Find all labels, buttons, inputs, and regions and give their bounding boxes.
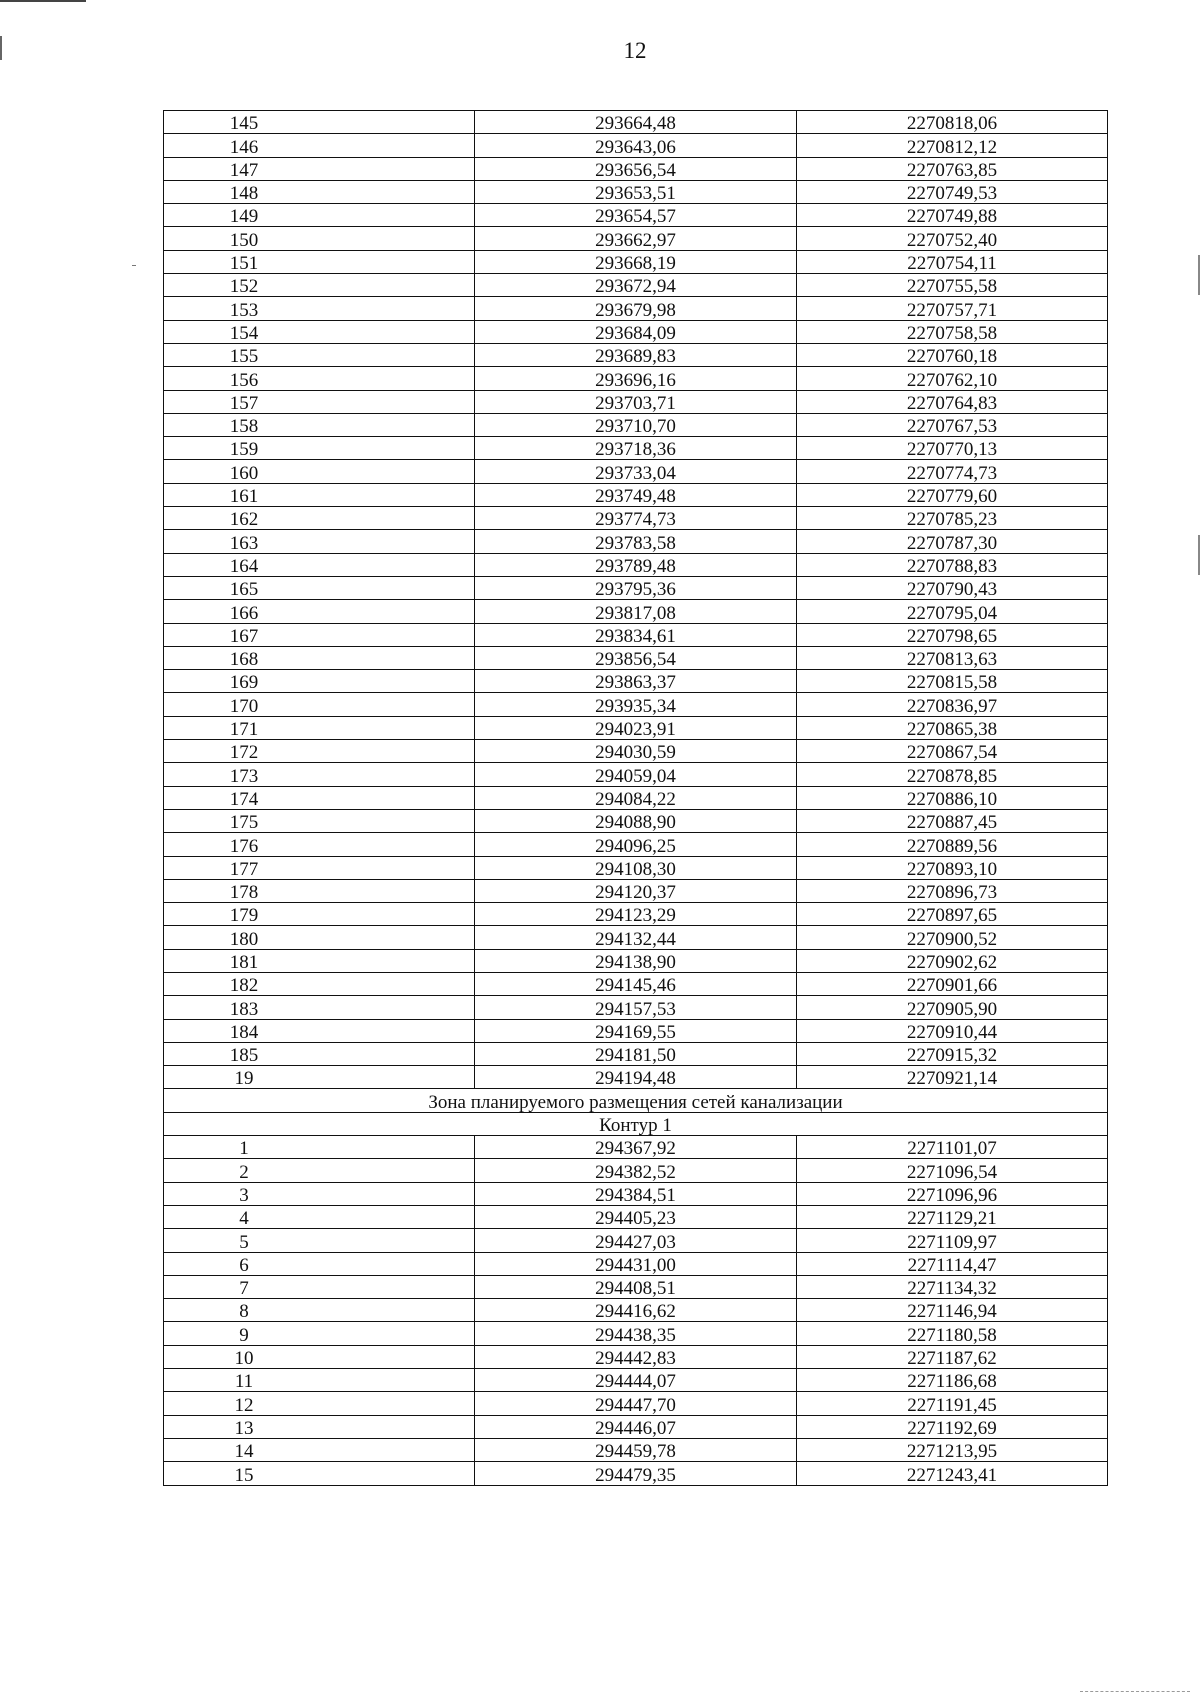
point-number: 1 (164, 1136, 475, 1159)
scan-artifact-top (0, 0, 86, 2)
point-number: 173 (164, 763, 475, 786)
x-coordinate: 294145,46 (475, 972, 797, 995)
table-row (164, 437, 1108, 460)
x-coordinate: 294408,51 (475, 1275, 797, 1298)
y-coordinate: 2270798,65 (797, 623, 1108, 646)
x-coordinate: 293817,08 (475, 600, 797, 623)
table-row (164, 809, 1108, 832)
x-coordinate: 294194,48 (475, 1066, 797, 1089)
y-coordinate: 2271213,95 (797, 1438, 1108, 1461)
y-coordinate: 2271101,07 (797, 1136, 1108, 1159)
x-coordinate: 293643,06 (475, 134, 797, 157)
x-coordinate: 294138,90 (475, 949, 797, 972)
point-number: 12 (164, 1392, 475, 1415)
table-row (164, 413, 1108, 436)
point-number: 7 (164, 1275, 475, 1298)
y-coordinate: 2270812,12 (797, 134, 1108, 157)
y-coordinate: 2271096,54 (797, 1159, 1108, 1182)
x-coordinate: 293662,97 (475, 227, 797, 250)
point-number: 161 (164, 483, 475, 506)
table-row (164, 507, 1108, 530)
table-row (164, 1369, 1108, 1392)
table-row (164, 972, 1108, 995)
point-number: 5 (164, 1229, 475, 1252)
table-row (164, 204, 1108, 227)
table-row (164, 111, 1108, 134)
x-coordinate: 293654,57 (475, 204, 797, 227)
zone-title: Зона планируемого размещения сетей канализации (164, 1089, 1108, 1112)
x-coordinate: 294384,51 (475, 1182, 797, 1205)
y-coordinate: 2270910,44 (797, 1019, 1108, 1042)
table-row (164, 1299, 1108, 1322)
x-coordinate: 293684,09 (475, 320, 797, 343)
table-row (164, 1322, 1108, 1345)
x-coordinate: 294108,30 (475, 856, 797, 879)
table-row (164, 1275, 1108, 1298)
y-coordinate: 2271096,96 (797, 1182, 1108, 1205)
table-row (164, 600, 1108, 623)
x-coordinate: 294438,35 (475, 1322, 797, 1345)
table-row (164, 740, 1108, 763)
point-number: 165 (164, 576, 475, 599)
table-row (164, 1415, 1108, 1438)
point-number: 148 (164, 180, 475, 203)
y-coordinate: 2270763,85 (797, 157, 1108, 180)
table-row (164, 553, 1108, 576)
point-number: 185 (164, 1042, 475, 1065)
y-coordinate: 2270795,04 (797, 600, 1108, 623)
point-number: 2 (164, 1159, 475, 1182)
point-number: 147 (164, 157, 475, 180)
table-row (164, 1229, 1108, 1252)
point-number: 171 (164, 716, 475, 739)
point-number: 9 (164, 1322, 475, 1345)
y-coordinate: 2270749,88 (797, 204, 1108, 227)
x-coordinate: 293703,71 (475, 390, 797, 413)
table-row (164, 786, 1108, 809)
y-coordinate: 2270915,32 (797, 1042, 1108, 1065)
table-row (164, 1019, 1108, 1042)
y-coordinate: 2270921,14 (797, 1066, 1108, 1089)
table-row (164, 367, 1108, 390)
x-coordinate: 293672,94 (475, 274, 797, 297)
y-coordinate: 2270887,45 (797, 809, 1108, 832)
y-coordinate: 2270878,85 (797, 763, 1108, 786)
table-row (164, 1205, 1108, 1228)
x-coordinate: 294444,07 (475, 1369, 797, 1392)
contour-title: Контур 1 (164, 1112, 1108, 1135)
zone-header-section (164, 1089, 1108, 1136)
y-coordinate: 2270896,73 (797, 879, 1108, 902)
point-number: 172 (164, 740, 475, 763)
y-coordinate: 2271146,94 (797, 1299, 1108, 1322)
y-coordinate: 2270902,62 (797, 949, 1108, 972)
x-coordinate: 293795,36 (475, 576, 797, 599)
x-coordinate: 294405,23 (475, 1205, 797, 1228)
table-row (164, 716, 1108, 739)
point-number: 179 (164, 903, 475, 926)
scan-artifact-dot (132, 265, 136, 266)
table-row (164, 320, 1108, 343)
point-number: 15 (164, 1462, 475, 1485)
point-number: 11 (164, 1369, 475, 1392)
x-coordinate: 293749,48 (475, 483, 797, 506)
y-coordinate: 2271109,97 (797, 1229, 1108, 1252)
x-coordinate: 294459,78 (475, 1438, 797, 1461)
table-row (164, 483, 1108, 506)
y-coordinate: 2270754,11 (797, 250, 1108, 273)
y-coordinate: 2270867,54 (797, 740, 1108, 763)
y-coordinate: 2270770,13 (797, 437, 1108, 460)
y-coordinate: 2270889,56 (797, 833, 1108, 856)
y-coordinate: 2270790,43 (797, 576, 1108, 599)
y-coordinate: 2270788,83 (797, 553, 1108, 576)
table-row (164, 390, 1108, 413)
x-coordinate: 294169,55 (475, 1019, 797, 1042)
x-coordinate: 293689,83 (475, 343, 797, 366)
point-number: 153 (164, 297, 475, 320)
y-coordinate: 2270865,38 (797, 716, 1108, 739)
coordinates-table (163, 110, 1108, 1486)
point-number: 166 (164, 600, 475, 623)
x-coordinate: 293733,04 (475, 460, 797, 483)
table-row (164, 903, 1108, 926)
x-coordinate: 293789,48 (475, 553, 797, 576)
x-coordinate: 294447,70 (475, 1392, 797, 1415)
point-number: 177 (164, 856, 475, 879)
table-row (164, 949, 1108, 972)
y-coordinate: 2270774,73 (797, 460, 1108, 483)
point-number: 149 (164, 204, 475, 227)
y-coordinate: 2270818,06 (797, 111, 1108, 134)
point-number: 164 (164, 553, 475, 576)
table-row (164, 1136, 1108, 1159)
table-row (164, 1159, 1108, 1182)
table-row (164, 530, 1108, 553)
y-coordinate: 2270779,60 (797, 483, 1108, 506)
y-coordinate: 2270886,10 (797, 786, 1108, 809)
point-number: 155 (164, 343, 475, 366)
y-coordinate: 2270787,30 (797, 530, 1108, 553)
point-number: 178 (164, 879, 475, 902)
point-number: 14 (164, 1438, 475, 1461)
x-coordinate: 294120,37 (475, 879, 797, 902)
point-number: 184 (164, 1019, 475, 1042)
point-number: 174 (164, 786, 475, 809)
scan-artifact-bottom (1080, 1691, 1190, 1693)
y-coordinate: 2271134,32 (797, 1275, 1108, 1298)
y-coordinate: 2271180,58 (797, 1322, 1108, 1345)
x-coordinate: 293653,51 (475, 180, 797, 203)
table-row (164, 227, 1108, 250)
table-row (164, 623, 1108, 646)
y-coordinate: 2270815,58 (797, 670, 1108, 693)
y-coordinate: 2271186,68 (797, 1369, 1108, 1392)
y-coordinate: 2271114,47 (797, 1252, 1108, 1275)
x-coordinate: 294023,91 (475, 716, 797, 739)
point-number: 169 (164, 670, 475, 693)
y-coordinate: 2270897,65 (797, 903, 1108, 926)
x-coordinate: 293696,16 (475, 367, 797, 390)
point-number: 170 (164, 693, 475, 716)
point-number: 156 (164, 367, 475, 390)
zone-title-row (164, 1089, 1108, 1112)
point-number: 158 (164, 413, 475, 436)
y-coordinate: 2270893,10 (797, 856, 1108, 879)
y-coordinate: 2270836,97 (797, 693, 1108, 716)
point-number: 167 (164, 623, 475, 646)
table-row (164, 157, 1108, 180)
y-coordinate: 2270762,10 (797, 367, 1108, 390)
x-coordinate: 294181,50 (475, 1042, 797, 1065)
point-number: 154 (164, 320, 475, 343)
x-coordinate: 293710,70 (475, 413, 797, 436)
point-number: 13 (164, 1415, 475, 1438)
x-coordinate: 294382,52 (475, 1159, 797, 1182)
table-row (164, 996, 1108, 1019)
x-coordinate: 294084,22 (475, 786, 797, 809)
table-row (164, 1182, 1108, 1205)
point-number: 176 (164, 833, 475, 856)
y-coordinate: 2270767,53 (797, 413, 1108, 436)
x-coordinate: 293656,54 (475, 157, 797, 180)
x-coordinate: 293783,58 (475, 530, 797, 553)
x-coordinate: 293935,34 (475, 693, 797, 716)
x-coordinate: 294442,83 (475, 1345, 797, 1368)
y-coordinate: 2270764,83 (797, 390, 1108, 413)
y-coordinate: 2270785,23 (797, 507, 1108, 530)
table-row (164, 134, 1108, 157)
point-number: 181 (164, 949, 475, 972)
table-row (164, 180, 1108, 203)
point-number: 175 (164, 809, 475, 832)
x-coordinate: 294479,35 (475, 1462, 797, 1485)
x-coordinate: 293774,73 (475, 507, 797, 530)
y-coordinate: 2270900,52 (797, 926, 1108, 949)
table-row (164, 1438, 1108, 1461)
table-row (164, 926, 1108, 949)
point-number: 168 (164, 646, 475, 669)
point-number: 183 (164, 996, 475, 1019)
y-coordinate: 2270905,90 (797, 996, 1108, 1019)
table-row (164, 297, 1108, 320)
table-row (164, 856, 1108, 879)
x-coordinate: 294096,25 (475, 833, 797, 856)
y-coordinate: 2271129,21 (797, 1205, 1108, 1228)
x-coordinate: 294059,04 (475, 763, 797, 786)
table-row (164, 670, 1108, 693)
table-row (164, 879, 1108, 902)
table-row (164, 1462, 1108, 1485)
x-coordinate: 293856,54 (475, 646, 797, 669)
table-row (164, 1345, 1108, 1368)
y-coordinate: 2270749,53 (797, 180, 1108, 203)
table-row (164, 1252, 1108, 1275)
table-row (164, 460, 1108, 483)
y-coordinate: 2270758,58 (797, 320, 1108, 343)
point-number: 160 (164, 460, 475, 483)
point-number: 151 (164, 250, 475, 273)
point-number: 150 (164, 227, 475, 250)
point-number: 162 (164, 507, 475, 530)
x-coordinate: 294088,90 (475, 809, 797, 832)
contour-title-row (164, 1112, 1108, 1135)
point-number: 8 (164, 1299, 475, 1322)
point-number: 19 (164, 1066, 475, 1089)
point-number: 152 (164, 274, 475, 297)
y-coordinate: 2271192,69 (797, 1415, 1108, 1438)
table-row (164, 343, 1108, 366)
table-row (164, 833, 1108, 856)
table-row (164, 250, 1108, 273)
table-row (164, 1066, 1108, 1089)
x-coordinate: 294123,29 (475, 903, 797, 926)
point-number: 182 (164, 972, 475, 995)
y-coordinate: 2271243,41 (797, 1462, 1108, 1485)
table-row (164, 646, 1108, 669)
x-coordinate: 294367,92 (475, 1136, 797, 1159)
x-coordinate: 293668,19 (475, 250, 797, 273)
x-coordinate: 294446,07 (475, 1415, 797, 1438)
point-number: 159 (164, 437, 475, 460)
y-coordinate: 2271191,45 (797, 1392, 1108, 1415)
table-row (164, 1042, 1108, 1065)
x-coordinate: 294030,59 (475, 740, 797, 763)
point-number: 145 (164, 111, 475, 134)
point-number: 180 (164, 926, 475, 949)
y-coordinate: 2270757,71 (797, 297, 1108, 320)
point-number: 4 (164, 1205, 475, 1228)
x-coordinate: 294416,62 (475, 1299, 797, 1322)
table-row (164, 693, 1108, 716)
x-coordinate: 294157,53 (475, 996, 797, 1019)
point-number: 10 (164, 1345, 475, 1368)
y-coordinate: 2270755,58 (797, 274, 1108, 297)
y-coordinate: 2270901,66 (797, 972, 1108, 995)
section1-body (164, 111, 1108, 1089)
x-coordinate: 294132,44 (475, 926, 797, 949)
y-coordinate: 2271187,62 (797, 1345, 1108, 1368)
table-row (164, 576, 1108, 599)
table-row (164, 1392, 1108, 1415)
x-coordinate: 294431,00 (475, 1252, 797, 1275)
x-coordinate: 293718,36 (475, 437, 797, 460)
y-coordinate: 2270752,40 (797, 227, 1108, 250)
point-number: 163 (164, 530, 475, 553)
x-coordinate: 293834,61 (475, 623, 797, 646)
point-number: 6 (164, 1252, 475, 1275)
x-coordinate: 293664,48 (475, 111, 797, 134)
page-number: 12 (623, 38, 647, 63)
x-coordinate: 293863,37 (475, 670, 797, 693)
point-number: 157 (164, 390, 475, 413)
point-number: 146 (164, 134, 475, 157)
x-coordinate: 293679,98 (475, 297, 797, 320)
section2-body (164, 1136, 1108, 1485)
x-coordinate: 294427,03 (475, 1229, 797, 1252)
y-coordinate: 2270813,63 (797, 646, 1108, 669)
table-row (164, 274, 1108, 297)
table-row (164, 763, 1108, 786)
y-coordinate: 2270760,18 (797, 343, 1108, 366)
point-number: 3 (164, 1182, 475, 1205)
